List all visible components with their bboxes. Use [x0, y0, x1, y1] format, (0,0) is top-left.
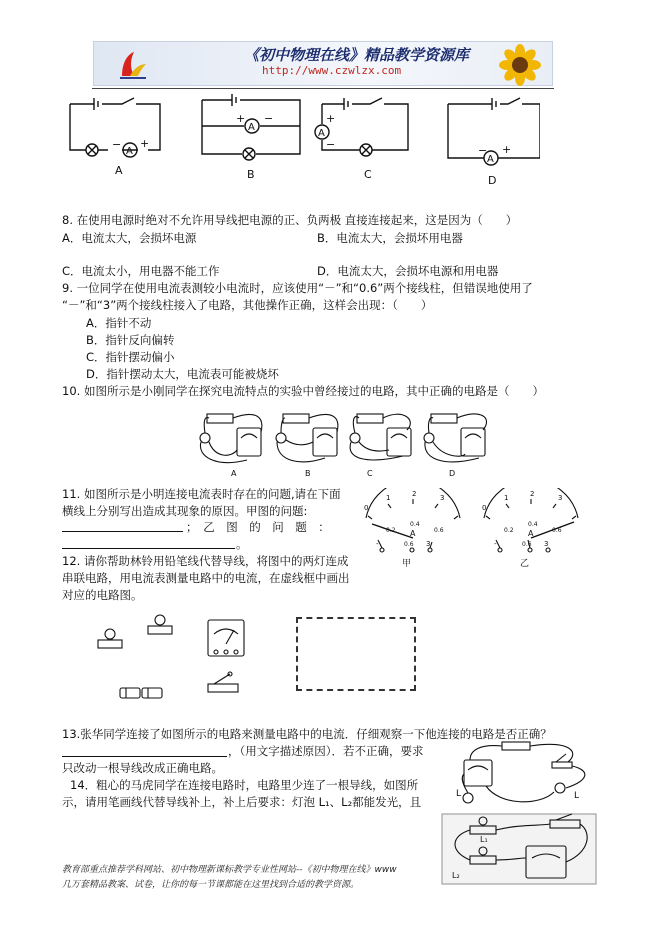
svg-text:0: 0 — [364, 504, 369, 512]
ammeter-c-label: A — [318, 128, 325, 139]
svg-text:3: 3 — [558, 494, 563, 502]
bulb-icon — [148, 615, 172, 634]
svg-text:−: − — [112, 138, 122, 151]
q8-option-a: A．电流太大，会损坏电源 — [62, 231, 197, 245]
svg-text:3: 3 — [440, 494, 445, 502]
svg-text:3: 3 — [426, 540, 431, 548]
q9-option-a: A．指针不动 — [86, 316, 152, 330]
q9-option-b: B．指针反向偏转 — [86, 333, 175, 347]
battery-icon — [120, 688, 162, 698]
svg-text:−: − — [264, 112, 274, 125]
q10-circuit-d — [424, 414, 487, 478]
q9-line2: “－”和“3”两个接线柱接入了电路，其他操作正确，这样会出现：（ ） — [62, 298, 433, 312]
svg-text:0.2: 0.2 — [504, 527, 514, 534]
svg-text:A: A — [410, 529, 416, 538]
q8-option-c: C．电流太小，用电器不能工作 — [62, 264, 220, 278]
switch-icon — [208, 672, 238, 692]
banner-url[interactable]: http://www.czwlzx.com — [262, 64, 402, 77]
q10-circuit-b — [276, 414, 338, 478]
svg-text:C: C — [367, 469, 373, 478]
svg-text:-: - — [494, 540, 497, 548]
q12-line2: 串联电路，用电流表测量电路中的电流，在虚线框中画出 — [62, 571, 350, 585]
svg-text:3: 3 — [544, 540, 549, 548]
circuit-figure-top — [60, 92, 540, 188]
circuit-a — [70, 98, 160, 177]
q13-answer-blank[interactable] — [62, 756, 227, 757]
q10-figure — [195, 406, 495, 482]
q9-option-c: C．指针摆动偏小 — [86, 350, 175, 364]
circuit-b-label: B — [247, 168, 255, 181]
svg-text:0.6: 0.6 — [522, 541, 532, 548]
footer-line2: 几万套精品教案、试卷，让你的每一节课都能在这里找到合适的教学资源。 — [62, 880, 360, 890]
svg-text:+: + — [236, 112, 246, 125]
sunflower-icon — [499, 44, 541, 86]
q13-line3: 只改动一根导线改成正确电路。 — [62, 761, 223, 775]
q8-option-d: D．电流太大，会损坏电源和用电器 — [317, 264, 499, 278]
svg-text:+: + — [502, 143, 512, 156]
q11-meter-figure — [360, 488, 590, 568]
q12-line1: 12. 请你帮助林铃用铅笔线代替导线，将图中的两灯连成 — [62, 554, 349, 568]
q14-label-l2: L₂ — [452, 871, 460, 880]
q12-components-figure — [96, 612, 266, 702]
svg-text:-: - — [376, 540, 379, 548]
svg-text:0.6: 0.6 — [434, 527, 444, 534]
circuit-b — [202, 94, 300, 181]
q8-stem: 8. 在使用电源时绝对不允许用导线把电源的正、负两极 直接连接起来，这是因为（ ） — [62, 213, 518, 227]
q12-circuit-diagram-box[interactable] — [296, 617, 416, 691]
ammeter-a-label: A — [126, 146, 133, 157]
header-rule — [92, 88, 554, 89]
svg-text:0: 0 — [482, 504, 487, 512]
svg-text:2: 2 — [412, 490, 417, 498]
svg-text:0.6: 0.6 — [552, 527, 562, 534]
svg-text:−: − — [326, 138, 336, 151]
q11-meter-jia — [364, 488, 460, 568]
site-logo-icon — [116, 48, 150, 82]
svg-text:0.2: 0.2 — [386, 527, 396, 534]
q8-option-b: B．电流太大，会损坏用电器 — [317, 231, 463, 245]
q10-circuit-c — [350, 414, 411, 478]
q13-line1: 13.张华同学连接了如图所示的电路来测量电路中的电流．仔细观察一下他连接的电路是否正确？ — [62, 727, 552, 741]
footer-line1: 教育部重点推荐学科网站、初中物理新课标教学专业性网站--《初中物理在线》www — [62, 865, 397, 875]
svg-text:A: A — [231, 469, 237, 478]
svg-text:+: + — [326, 112, 336, 125]
svg-text:−: − — [478, 144, 488, 157]
svg-text:0.4: 0.4 — [528, 521, 538, 528]
svg-text:D: D — [449, 469, 456, 478]
ammeter-b-label: A — [248, 122, 255, 133]
banner-title: 《初中物理在线》精品教学资源库 — [244, 46, 470, 64]
q12-line3: 对应的电路图。 — [62, 588, 143, 602]
q14-label-l1: L₁ — [480, 835, 488, 844]
q13-label-l1: L — [456, 789, 462, 799]
q13-label-l2: L — [574, 791, 580, 801]
ammeter-icon — [208, 620, 244, 656]
q11-answer-blank-2[interactable] — [62, 548, 235, 549]
svg-text:2: 2 — [530, 490, 535, 498]
svg-text:0.6: 0.6 — [404, 541, 414, 548]
q14-circuit-figure — [440, 812, 600, 886]
svg-text:A: A — [528, 529, 534, 538]
q11-line3: ； 乙 图 的 问 题 ： — [186, 520, 330, 534]
q11-line4: 。 — [236, 537, 248, 551]
svg-text:0.4: 0.4 — [410, 521, 420, 528]
svg-text:1: 1 — [504, 494, 509, 502]
q13-circuit-figure — [450, 740, 600, 810]
q11-answer-blank-1[interactable] — [62, 531, 183, 532]
svg-text:B: B — [305, 469, 311, 478]
ammeter-d-label: A — [487, 154, 494, 165]
q9-option-d: D．指针摆动太大，电流表可能被烧坏 — [86, 367, 279, 381]
circuit-c-label: C — [364, 168, 372, 181]
q11-label-yi: 乙 — [520, 559, 530, 568]
circuit-a-label: A — [115, 164, 123, 177]
q13-line2: ，（用文字描述原因）．若不正确，要求 — [228, 744, 424, 758]
bulb-icon — [98, 629, 122, 648]
q14-line1: 14．粗心的马虎同学在连接电路时，电路里少连了一根导线，如图所 — [70, 778, 419, 792]
q9-line1: 9. 一位同学在使用电流表测较小电流时，应该使用“－”和“0.6”两个接线柱，但错误地使用了 — [62, 281, 533, 295]
q11-label-jia: 甲 — [402, 559, 412, 568]
q10-stem: 10. 如图所示是小刚同学在探究电流特点的实验中曾经接过的电路，其中正确的电路是（ ） — [62, 384, 544, 398]
circuit-d — [448, 98, 540, 187]
svg-text:+: + — [140, 137, 150, 150]
q14-line2: 示，请用笔画线代替导线补上，补上后要求：灯泡 L₁、L₂都能发光，且 — [62, 795, 422, 809]
circuit-d-label: D — [488, 174, 497, 187]
circuit-c — [315, 98, 408, 181]
header-banner — [93, 41, 553, 86]
q11-line1: 11. 如图所示是小明连接电流表时存在的问题,请在下面 — [62, 487, 341, 501]
q11-meter-yi — [482, 488, 578, 568]
q11-line2: 横线上分别写出造成其现象的原因。甲图的问题: — [62, 504, 308, 518]
svg-text:1: 1 — [386, 494, 391, 502]
q10-circuit-a — [200, 414, 262, 478]
